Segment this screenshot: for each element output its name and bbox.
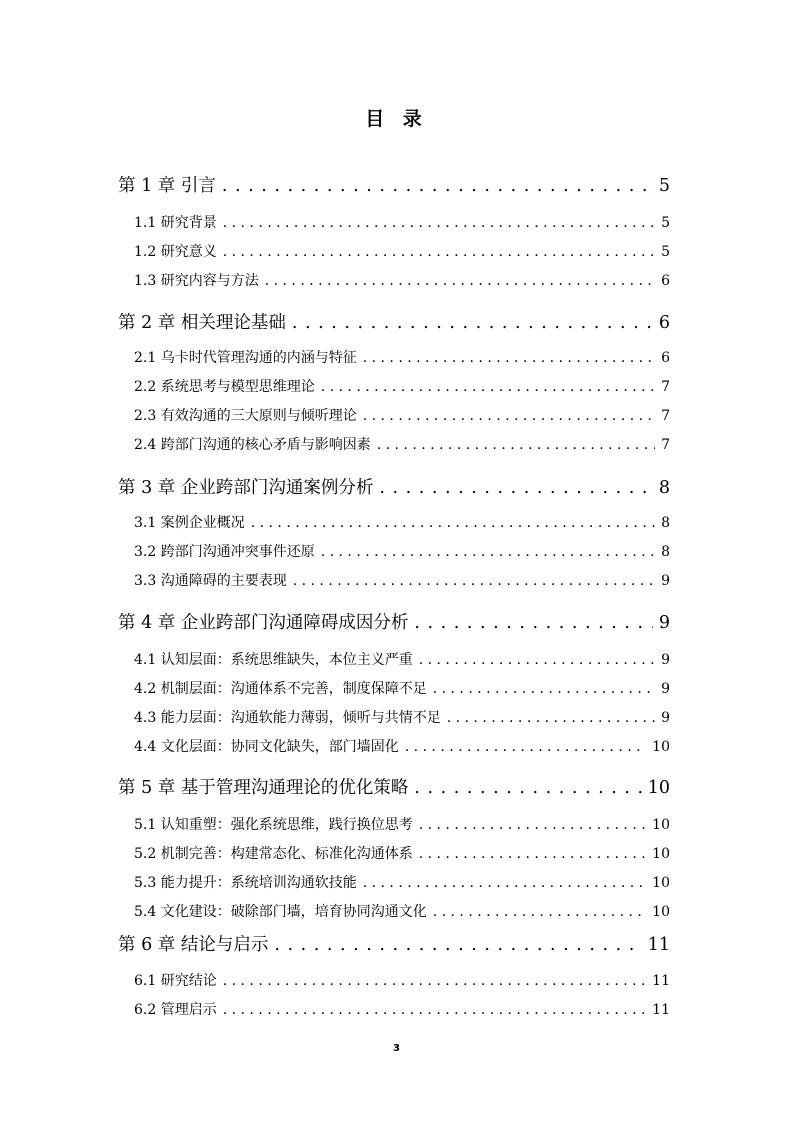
toc-entry-label: 4.1 认知层面：系统思维缺失，本位主义严重 bbox=[134, 652, 413, 668]
toc-entry-label: 第 3 章 企业跨部门沟通案例分析 bbox=[118, 478, 374, 498]
toc-entry-page: 11 bbox=[652, 1002, 670, 1018]
toc-entry-label: 6.2 管理启示 bbox=[134, 1002, 217, 1018]
toc-entry-label: 2.4 跨部门沟通的核心矛盾与影响因素 bbox=[134, 437, 371, 453]
toc-dot-leader bbox=[405, 739, 646, 755]
toc-dot-leader bbox=[377, 437, 655, 453]
toc-entry-page: 10 bbox=[652, 904, 670, 920]
toc-section-entry bbox=[134, 649, 670, 669]
toc-entry-page: 9 bbox=[661, 652, 670, 668]
toc-entry-label: 第 2 章 相关理论基础 bbox=[118, 313, 286, 333]
toc-entry-page: 5 bbox=[658, 176, 670, 196]
toc-chapter-entry bbox=[118, 309, 670, 334]
toc-entry-label: 4.2 机制层面：沟通体系不完善，制度保障不足 bbox=[134, 681, 427, 697]
toc-entry-label: 3.3 沟通障碍的主要表现 bbox=[134, 573, 287, 589]
toc-entry-label: 2.3 有效沟通的三大原则与倾听理论 bbox=[134, 408, 357, 424]
toc-entry-page: 10 bbox=[647, 778, 670, 798]
toc-entry-page: 11 bbox=[647, 935, 670, 955]
toc-dot-leader bbox=[265, 273, 655, 289]
toc-dot-leader bbox=[223, 215, 655, 231]
toc-dot-leader bbox=[223, 244, 655, 260]
toc-chapter-entry bbox=[118, 474, 670, 499]
toc-dot-leader bbox=[223, 1002, 646, 1018]
toc-entry-label: 3.2 跨部门沟通冲突事件还原 bbox=[134, 544, 315, 560]
toc-entry-page: 10 bbox=[652, 739, 670, 755]
toc-section-entry bbox=[134, 347, 670, 367]
page-number: 3 bbox=[393, 1043, 400, 1054]
toc-section-entry bbox=[134, 678, 670, 698]
toc-section-entry bbox=[134, 212, 670, 232]
toc-dot-leader bbox=[321, 379, 655, 395]
toc-entry-page: 5 bbox=[661, 215, 670, 231]
toc-entry-label: 3.1 案例企业概况 bbox=[134, 515, 245, 531]
toc-entry-page: 7 bbox=[661, 408, 670, 424]
toc-entry-page: 7 bbox=[661, 379, 670, 395]
toc-entry-page: 9 bbox=[661, 681, 670, 697]
toc-section-entry bbox=[134, 376, 670, 396]
page-title: 目 录 bbox=[365, 108, 428, 130]
toc-entry-label: 第 4 章 企业跨部门沟通障碍成因分析 bbox=[118, 613, 409, 633]
toc-entry-label: 1.3 研究内容与方法 bbox=[134, 273, 259, 289]
toc-entry-page: 6 bbox=[661, 350, 670, 366]
toc-dot-leader bbox=[222, 176, 653, 196]
toc-entry-label: 2.1 乌卡时代管理沟通的内涵与特征 bbox=[134, 350, 357, 366]
toc-entry-page: 10 bbox=[652, 817, 670, 833]
toc-entry-page: 6 bbox=[658, 313, 670, 333]
toc-entry-page: 9 bbox=[658, 613, 670, 633]
toc-dot-leader bbox=[419, 846, 646, 862]
toc-section-entry bbox=[134, 872, 670, 892]
toc-dot-leader bbox=[419, 817, 646, 833]
toc-section-entry bbox=[134, 541, 670, 561]
toc-dot-leader bbox=[419, 652, 655, 668]
toc-section-entry bbox=[134, 970, 670, 990]
toc-section-entry bbox=[134, 434, 670, 454]
toc-dot-leader bbox=[293, 573, 655, 589]
toc-chapter-entry bbox=[118, 774, 670, 799]
toc-entry-label: 第 6 章 结论与启示 bbox=[118, 935, 269, 955]
toc-entry-label: 4.4 文化层面：协同文化缺失，部门墙固化 bbox=[134, 739, 399, 755]
toc-chapter-entry bbox=[118, 931, 670, 956]
toc-entry-label: 5.1 认知重塑：强化系统思维，践行换位思考 bbox=[134, 817, 413, 833]
toc-dot-leader bbox=[363, 408, 655, 424]
toc-dot-leader bbox=[292, 313, 653, 333]
toc-dot-leader bbox=[321, 544, 655, 560]
toc-dot-leader bbox=[251, 515, 655, 531]
toc-entry-page: 7 bbox=[661, 437, 670, 453]
toc-entry-label: 2.2 系统思考与模型思维理论 bbox=[134, 379, 315, 395]
toc-section-entry bbox=[134, 814, 670, 834]
toc-entry-page: 9 bbox=[661, 573, 670, 589]
toc-entry-page: 10 bbox=[652, 875, 670, 891]
toc-chapter-entry bbox=[118, 609, 670, 634]
toc-section-entry bbox=[134, 843, 670, 863]
toc-dot-leader bbox=[447, 710, 655, 726]
toc-entry-label: 6.1 研究结论 bbox=[134, 973, 217, 989]
toc-entry-page: 11 bbox=[652, 973, 670, 989]
toc-entry-label: 5.2 机制完善：构建常态化、标准化沟通体系 bbox=[134, 846, 413, 862]
toc-entry-label: 第 5 章 基于管理沟通理论的优化策略 bbox=[118, 778, 409, 798]
toc-entry-label: 5.3 能力提升：系统培训沟通软技能 bbox=[134, 875, 357, 891]
toc-section-entry bbox=[134, 901, 670, 921]
toc-section-entry bbox=[134, 405, 670, 425]
toc-dot-leader bbox=[414, 613, 653, 633]
toc-entry-label: 第 1 章 引言 bbox=[118, 176, 216, 196]
toc-section-entry bbox=[134, 270, 670, 290]
toc-dot-leader bbox=[363, 875, 646, 891]
toc-entry-label: 4.3 能力层面：沟通软能力薄弱，倾听与共情不足 bbox=[134, 710, 441, 726]
toc-section-entry bbox=[134, 707, 670, 727]
toc-section-entry bbox=[134, 241, 670, 261]
toc-entry-label: 1.1 研究背景 bbox=[134, 215, 217, 231]
toc-entry-page: 10 bbox=[652, 846, 670, 862]
toc-entry-page: 6 bbox=[661, 273, 670, 289]
toc-entry-page: 5 bbox=[661, 244, 670, 260]
toc-dot-leader bbox=[223, 973, 646, 989]
toc-dot-leader bbox=[433, 904, 646, 920]
toc-dot-leader bbox=[379, 478, 653, 498]
toc-entry-page: 8 bbox=[661, 544, 670, 560]
toc-entry-label: 5.4 文化建设：破除部门墙，培育协同沟通文化 bbox=[134, 904, 427, 920]
toc-entry-page: 8 bbox=[661, 515, 670, 531]
toc-dot-leader bbox=[414, 778, 641, 798]
toc-chapter-entry bbox=[118, 172, 670, 197]
toc-dot-leader bbox=[274, 935, 641, 955]
toc-dot-leader bbox=[363, 350, 655, 366]
toc-section-entry bbox=[134, 736, 670, 756]
toc-entry-label: 1.2 研究意义 bbox=[134, 244, 217, 260]
toc-section-entry bbox=[134, 512, 670, 532]
toc-section-entry bbox=[134, 570, 670, 590]
toc-entry-page: 9 bbox=[661, 710, 670, 726]
toc-dot-leader bbox=[433, 681, 655, 697]
toc-section-entry bbox=[134, 999, 670, 1019]
toc-entry-page: 8 bbox=[658, 478, 670, 498]
